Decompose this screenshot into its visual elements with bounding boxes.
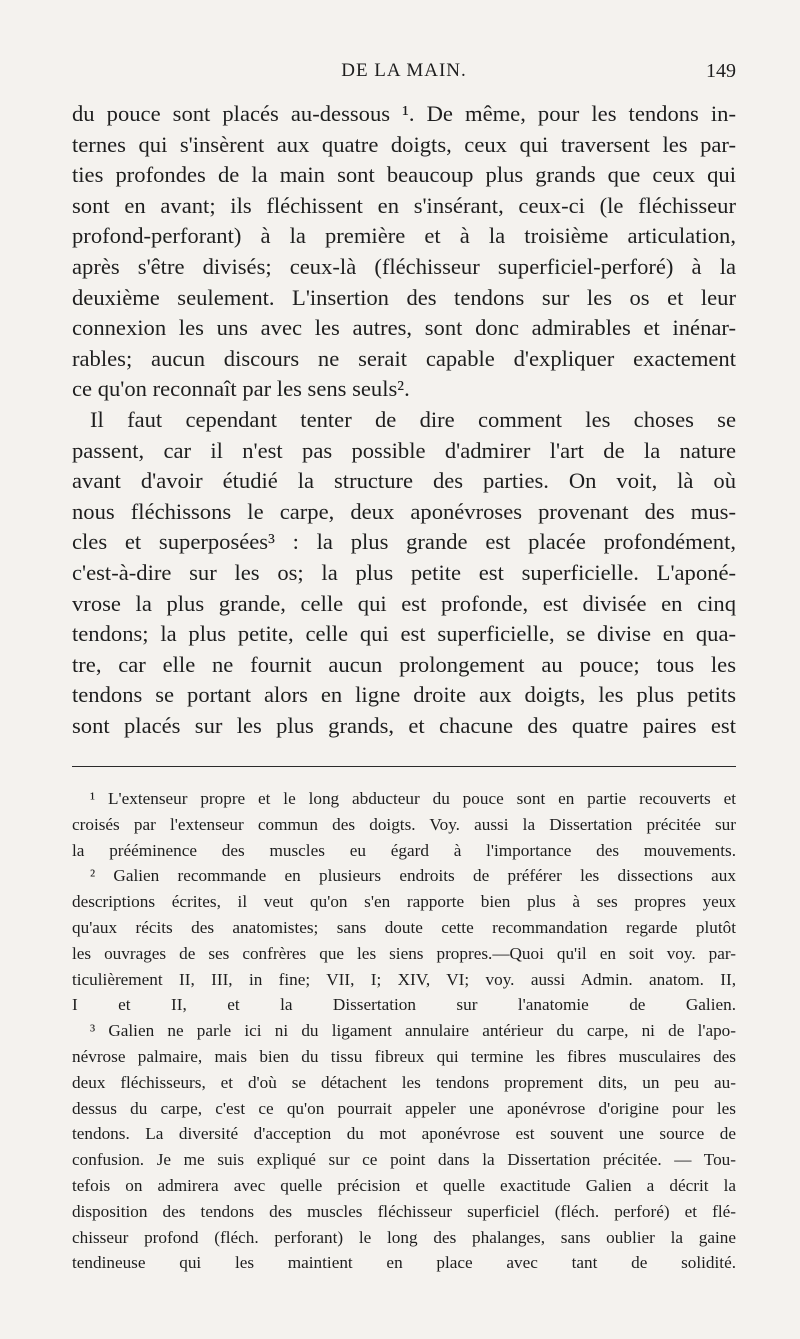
text-line: cles et superposées³ : la plus grande est placée profondément, [72,529,736,555]
footnote-line: la prééminence des muscles eu égard à l'importance des mouvements. [72,840,736,860]
text-line: après s'être divisés; ceux-là (fléchisseur superficiel-perforé) à la [72,253,736,279]
footnote-line: descriptions écrites, il veut qu'on s'en rapporte bien plus à ses propres yeux [72,892,736,912]
footnote-line: tefois on admirera avec quelle précision et quelle exactitude Galien a décrit la [72,1175,736,1195]
paragraph-1 [72,99,736,405]
footnote-line: I et II, et la Dissertation sur l'anatomie de Galien. [72,995,736,1015]
footnote-line: confusion. Je me suis expliqué sur ce point dans la Dissertation précitée. — Tou- [72,1150,736,1170]
footnote-line: tendons. La diversité d'acception du mot aponévrose est souvent une source de [72,1124,736,1144]
paragraph-2 [72,405,736,742]
main-text [72,99,736,741]
footnote-line: ² Galien recommande en plusieurs endroits de préférer les dissections aux [90,866,736,886]
footnote-line: les ouvrages de ses confrères que les siens propres.—Quoi qu'il en soit voy. par- [72,943,736,963]
text-line: rables; aucun discours ne serait capable d'expliquer exactement [72,345,736,371]
text-line: du pouce sont placés au-dessous ¹. De même, pour les tendons in- [72,101,736,126]
page-number: 149 [706,60,736,82]
footnote-3 [72,1018,736,1276]
footnote-1 [72,786,736,863]
footnote-divider [72,766,736,767]
text-line: nous fléchissons le carpe, deux aponévroses provenant des mus- [72,498,736,524]
text-line: vrose la plus grande, celle qui est profonde, est divisée en cinq [72,590,736,616]
text-line: ternes qui s'insèrent aux quatre doigts, ceux qui traversent les par- [72,131,736,157]
text-line: tendons; la plus petite, celle qui est superficielle, se divise en qua- [72,621,736,647]
text-line: c'est-à-dire sur les os; la plus petite est superficielle. L'aponé- [72,559,736,585]
footnote-line: deux fléchisseurs, et d'où se détachent les tendons proprement dits, un peu au- [72,1072,736,1092]
running-title: DE LA MAIN. [341,60,467,81]
footnote-line: névrose palmaire, mais bien du tissu fibreux qui termine les fibres musculaires des [72,1046,736,1066]
text-line: profond-perforant) à la première et à la troisième articulation, [72,223,736,249]
text-line: connexion les uns avec les autres, sont donc admirables et inénar- [72,315,736,341]
footnote-line: ticulièrement II, III, in fine; VII, I; XIV, VI; voy. aussi Admin. anatom. II, [72,969,736,989]
footnote-line: chisseur profond (fléch. perforant) le long des phalanges, sans oublier la gaine [72,1227,736,1247]
footnote-line: qu'aux récits des anatomistes; sans doute cette recommandation regarde plutôt [72,917,736,937]
footnote-line: dessus du carpe, c'est ce qu'on pourrait appeler une aponévrose d'origine pour les [72,1098,736,1118]
text-line: sont en avant; ils fléchissent en s'insérant, ceux-ci (le fléchisseur [72,192,736,218]
footnote-line: ³ Galien ne parle ici ni du ligament annulaire antérieur du carpe, ni de l'apo- [90,1021,736,1041]
text-line: deuxième seulement. L'insertion des tendons sur les os et leur [72,284,736,310]
text-line: ties profondes de la main sont beaucoup plus grands que ceux qui [72,162,736,188]
page-header [72,60,736,90]
text-line: ce qu'on reconnaît par les sens seuls². [72,376,410,402]
footnote-line: tendineuse qui les maintient en place avec tant de solidité. [72,1253,736,1273]
footnotes [72,786,736,1276]
text-line: Il faut cependant tenter de dire comment les choses se [90,406,736,432]
text-line: sont placés sur les plus grands, et chacune des quatre paires est [72,712,736,738]
text-line: passent, car il n'est pas possible d'admirer l'art de la nature [72,437,736,463]
footnote-line: disposition des tendons des muscles fléchisseur superficiel (fléch. perforé) et flé- [72,1201,736,1221]
text-line: avant d'avoir étudié la structure des parties. On voit, là où [72,468,736,494]
footnote-2 [72,863,736,1018]
text-line: tre, car elle ne fournit aucun prolongement au pouce; tous les [72,651,736,677]
footnote-line: croisés par l'extenseur commun des doigts. Voy. aussi la Dissertation précitée sur [72,814,736,834]
text-line: tendons se portant alors en ligne droite aux doigts, les plus petits [72,682,736,708]
footnote-line: ¹ L'extenseur propre et le long abducteur du pouce sont en partie recouverts et [90,789,736,808]
